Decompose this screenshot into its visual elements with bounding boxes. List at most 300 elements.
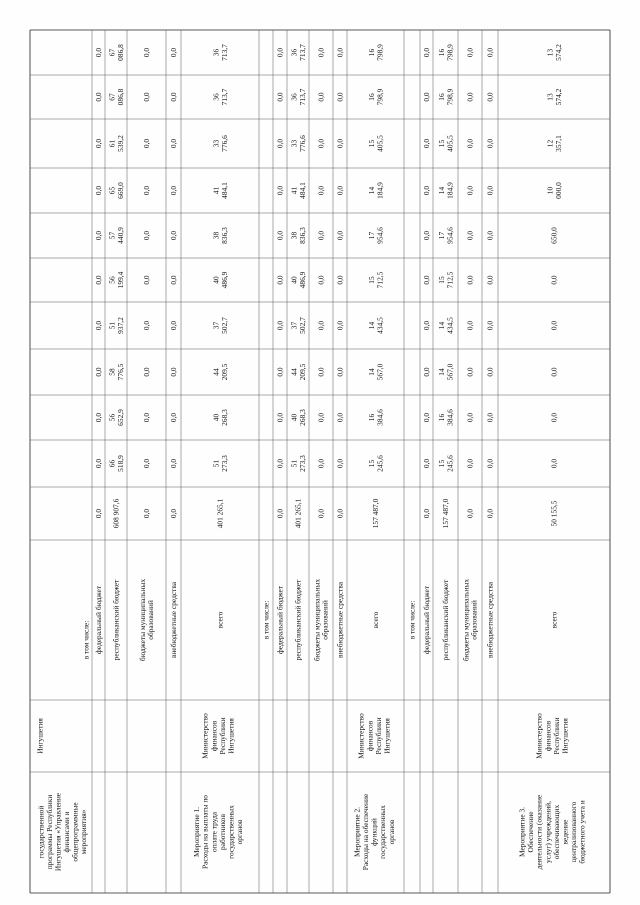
- year-2-value-m2_total: [367, 409, 384, 426]
- measure-3-executor-line: Республики: [551, 717, 561, 755]
- year-6-value-m1_ext: [336, 231, 345, 241]
- year-8-value-m2_total-line: 405,5: [375, 135, 385, 152]
- year-2-value-m1_total-line: 40: [211, 413, 221, 422]
- year-6-value-m1_fed-line: 0,0: [275, 230, 285, 241]
- year-6-value-m1_rep: [289, 227, 306, 244]
- year-5-value-m1_total: [211, 271, 228, 288]
- year-2-value-m2_ext: [486, 413, 495, 423]
- year-5-value-m2_fed: [422, 275, 431, 285]
- measure-2-name-line: Мероприятие 2.: [352, 806, 362, 858]
- year-8-value-m2_rep-line: 405,5: [445, 135, 455, 152]
- measure-1-executor-line: Министерство: [200, 713, 210, 759]
- year-6-value-m2_fed: [422, 231, 431, 241]
- year-10-value-m3_total-line: 574,2: [553, 44, 563, 61]
- year-2-value-m2_fed-line: 0,0: [422, 412, 432, 423]
- year-3-value-m2_ext-line: 0,0: [485, 367, 495, 377]
- year-7-value-prog_rep-line: 65: [107, 186, 117, 195]
- year-7-value-m2_rep-line: 14: [436, 186, 446, 195]
- year-3-value-prog_mun: [142, 367, 151, 377]
- year-4-value-prog_mun-line: 0,0: [142, 320, 152, 331]
- year-3-value-m3_total-line: 0,0: [549, 367, 559, 377]
- year-3-value-m2_ext: [486, 367, 495, 377]
- year-1-value-m1_rep-line: 273,3: [297, 455, 307, 472]
- year-8-value-m1_rep: [289, 135, 306, 152]
- year-5-value-prog_fed: [94, 275, 103, 285]
- measure-2-executor-line: Министерство: [356, 713, 366, 759]
- year-7-value-m2_ext-line: 0,0: [485, 185, 495, 196]
- year-4-value-m1_ext-line: 0,0: [335, 320, 345, 331]
- total-value-prog_mun: [142, 509, 151, 519]
- year-4-value-m1_fed: [276, 321, 285, 331]
- programme-header-text-line: Ингушетия «Управление: [53, 792, 63, 872]
- total-value-m3_total-line: 50 155,5: [549, 500, 559, 527]
- year-9-value-m1_rep-line: 713,7: [297, 88, 307, 106]
- measure-1-executor-line: Республики: [217, 717, 227, 755]
- year-5-value-m2_ext-line: 0,0: [485, 275, 495, 285]
- year-9-value-m2_fed: [422, 92, 431, 102]
- year-5-value-m2_mun-line: 0,0: [465, 275, 475, 285]
- year-6-value-prog_mun-line: 0,0: [142, 230, 152, 241]
- year-4-value-m2_rep: [437, 317, 454, 334]
- year-1-value-m2_total-line: 245,6: [375, 455, 385, 472]
- year-4-value-prog_rep: [107, 317, 124, 334]
- year-7-value-m1_ext: [336, 186, 345, 196]
- year-7-value-m1_fed: [276, 186, 285, 196]
- year-9-value-m1_fed-line: 0,0: [275, 92, 285, 102]
- year-2-value-m2_mun: [466, 413, 475, 423]
- source-label-prog_fed: [94, 585, 103, 654]
- year-4-value-m1_total-line: 37: [211, 321, 221, 330]
- year-2-value-m1_ext-line: 0,0: [335, 412, 345, 423]
- year-5-value-m1_ext: [336, 275, 345, 285]
- year-7-value-prog_mun: [142, 186, 151, 196]
- executor-header-text: [36, 718, 45, 754]
- year-7-value-prog_ext-line: 0,0: [169, 185, 179, 196]
- year-1-value-m3_total-line: 0,0: [549, 458, 559, 469]
- total-value-m1_fed: [276, 509, 285, 519]
- year-6-value-m2_ext: [486, 231, 495, 241]
- year-6-value-prog_fed-line: 0,0: [94, 230, 104, 241]
- year-2-value-m2_total-line: 384,6: [375, 409, 385, 426]
- total-value-m2_ext-line: 0,0: [485, 508, 495, 519]
- year-4-value-m2_total: [367, 317, 384, 334]
- year-9-value-m2_rep: [437, 88, 454, 105]
- year-7-value-m2_fed: [422, 186, 431, 196]
- programme-header-text-line: мероприятия»: [78, 809, 88, 855]
- year-2-value-prog_fed: [94, 413, 103, 423]
- year-6-value-prog_ext-line: 0,0: [169, 230, 179, 241]
- year-4-value-prog_fed-line: 0,0: [94, 320, 104, 331]
- year-7-value-m1_total: [211, 182, 228, 199]
- year-7-value-m3_total-line: 000,0: [553, 182, 563, 199]
- year-3-value-m1_total-line: 44: [211, 368, 221, 376]
- year-6-value-m2_mun: [466, 231, 475, 241]
- source-label-m2_mun-line: образований: [469, 600, 479, 640]
- year-4-value-m1_rep: [289, 317, 306, 334]
- year-3-value-prog_fed-line: 0,0: [94, 367, 104, 377]
- year-1-value-prog_rep-line: 66: [107, 459, 117, 468]
- source-label-m1_mun: [313, 579, 330, 661]
- year-10-value-m1_rep-line: 36: [289, 48, 299, 57]
- source-label-m1_fed-line: федеральный бюджет: [275, 585, 285, 655]
- source-label-prog_mun-line: образований: [146, 600, 156, 640]
- executor-header-text-line: Ингушетия: [35, 718, 45, 754]
- year-1-value-prog_rep: [107, 455, 124, 472]
- year-1-value-m2_ext-line: 0,0: [485, 458, 495, 469]
- year-4-value-m3_total-line: 0,0: [549, 320, 559, 331]
- year-5-value-m1_fed: [276, 275, 285, 285]
- year-3-value-m2_mun: [466, 367, 475, 377]
- year-3-value-m1_mun-line: 0,0: [316, 367, 326, 377]
- year-1-value-m3_total: [550, 459, 559, 469]
- year-7-value-m1_fed-line: 0,0: [275, 185, 285, 196]
- year-10-value-prog_fed-line: 0,0: [94, 47, 104, 58]
- year-1-value-prog_fed-line: 0,0: [94, 458, 104, 469]
- source-label-m2_rep-line: республиканский бюджет: [441, 579, 451, 661]
- year-9-value-m1_mun-line: 0,0: [316, 92, 326, 102]
- measure-1-executor-line: Ингушетия: [226, 718, 236, 754]
- total-value-prog_fed: [94, 509, 103, 519]
- total-value-m1_mun-line: 0,0: [316, 508, 326, 519]
- year-2-value-prog_rep: [107, 409, 124, 426]
- year-7-value-m2_mun-line: 0,0: [465, 185, 475, 196]
- year-1-value-m2_rep: [437, 455, 454, 472]
- year-5-value-m2_ext: [486, 275, 495, 285]
- source-label-prog_mun: [138, 579, 155, 661]
- year-9-value-prog_rep-line: 086,8: [115, 88, 125, 106]
- year-8-value-m1_fed-line: 0,0: [275, 138, 285, 149]
- year-2-value-m2_fed: [422, 413, 431, 423]
- year-3-value-prog_rep-line: 776,5: [115, 363, 125, 381]
- total-value-m1_ext-line: 0,0: [335, 508, 345, 519]
- year-5-value-m3_total: [550, 275, 559, 285]
- year-10-value-prog_rep-line: 086,8: [115, 44, 125, 61]
- year-2-value-m1_total-line: 268,3: [219, 409, 229, 426]
- year-8-value-prog_ext: [169, 139, 178, 149]
- year-8-value-m2_total: [367, 135, 384, 152]
- year-7-value-m2_rep-line: 184,9: [445, 182, 455, 199]
- year-1-value-prog_ext: [169, 459, 178, 469]
- total-value-m1_rep-line: 401 265,1: [293, 498, 303, 529]
- year-3-value-prog_ext: [169, 367, 178, 377]
- total-value-m2_mun-line: 0,0: [465, 508, 475, 519]
- year-6-value-m1_total-line: 38: [211, 231, 221, 240]
- year-5-value-prog_fed-line: 0,0: [94, 275, 104, 285]
- year-4-value-m1_total: [211, 317, 228, 334]
- year-9-value-m2_rep-line: 798,9: [445, 88, 455, 106]
- total-value-m1_mun: [317, 509, 326, 519]
- year-8-value-m3_total: [545, 135, 562, 152]
- source-label-m2_incl-line: в том числе:: [407, 600, 417, 640]
- source-label-m2_total: [371, 611, 380, 628]
- year-10-value-m1_ext: [336, 48, 345, 58]
- year-2-value-prog_mun: [142, 413, 151, 423]
- total-value-prog_rep-line: 608 907,6: [111, 498, 121, 529]
- year-4-value-m2_ext: [486, 321, 495, 331]
- source-label-m2_fed: [422, 585, 431, 654]
- year-8-value-m3_total-line: 12: [545, 139, 555, 148]
- source-label-m2_incl: [408, 601, 417, 640]
- measure-3-name: [518, 794, 587, 869]
- year-6-value-prog_ext: [169, 231, 178, 241]
- year-3-value-m2_total: [367, 363, 384, 380]
- year-7-value-m1_rep: [289, 182, 306, 199]
- source-label-prog_rep-line: республиканский бюджет: [111, 579, 121, 661]
- measure-1-name-line: работников: [217, 814, 227, 850]
- year-3-value-m1_total: [211, 363, 228, 380]
- year-3-value-m2_total-line: 14: [366, 368, 376, 376]
- year-7-value-m1_rep-line: 41: [289, 186, 299, 195]
- measure-2-executor-line: финансов: [365, 720, 375, 752]
- year-4-value-m1_rep-line: 37: [289, 321, 299, 330]
- measure-3-name-line: ведение: [560, 819, 570, 845]
- total-value-prog_rep: [112, 498, 121, 528]
- year-8-value-m1_total: [211, 135, 228, 152]
- year-4-value-m2_total-line: 14: [366, 321, 376, 330]
- year-10-value-m3_total-line: 13: [545, 48, 555, 57]
- total-value-prog_ext: [169, 509, 178, 519]
- total-value-m3_total: [550, 500, 559, 526]
- total-value-prog_fed-line: 0,0: [94, 508, 104, 519]
- year-9-value-m3_total-line: 574,2: [553, 88, 563, 106]
- year-10-value-m2_total-line: 798,9: [375, 44, 385, 61]
- year-8-value-m1_total-line: 776,6: [219, 135, 229, 152]
- year-5-value-m2_total-line: 15: [366, 276, 376, 284]
- year-8-value-m2_mun-line: 0,0: [465, 138, 475, 149]
- year-10-value-m2_rep: [437, 44, 454, 61]
- source-label-m2_mun: [462, 579, 479, 661]
- year-6-value-m2_fed-line: 0,0: [422, 230, 432, 241]
- measure-3-name-line: Мероприятие 3.: [517, 806, 527, 858]
- year-3-value-m2_fed-line: 0,0: [422, 367, 432, 377]
- year-9-value-m1_total: [211, 88, 228, 105]
- year-10-value-m1_mun: [317, 48, 326, 58]
- year-10-value-m1_mun-line: 0,0: [316, 47, 326, 58]
- year-6-value-prog_rep-line: 57: [107, 231, 117, 240]
- year-2-value-m2_rep-line: 16: [436, 413, 446, 422]
- year-1-value-m2_total: [367, 455, 384, 472]
- year-2-value-m1_total: [211, 409, 228, 426]
- year-5-value-prog_mun-line: 0,0: [142, 275, 152, 285]
- year-9-value-m1_total-line: 713,7: [219, 88, 229, 106]
- year-3-value-prog_rep-line: 58: [107, 368, 117, 376]
- year-10-value-prog_mun-line: 0,0: [142, 47, 152, 58]
- total-value-m2_ext: [486, 509, 495, 519]
- year-3-value-m1_mun: [317, 367, 326, 377]
- measure-1-name-line: Расходы на выплаты по: [200, 794, 210, 870]
- source-label-prog_mun-line: бюджеты муниципальных: [138, 578, 147, 662]
- year-5-value-m2_rep: [437, 271, 454, 288]
- year-6-value-m1_mun: [317, 231, 326, 241]
- year-10-value-prog_ext-line: 0,0: [169, 47, 179, 58]
- source-label-m1_rep: [294, 579, 303, 661]
- year-2-value-m1_fed: [276, 413, 285, 423]
- year-7-value-m2_total: [367, 182, 384, 199]
- year-4-value-prog_fed: [94, 321, 103, 331]
- source-label-prog_fed-line: федеральный бюджет: [94, 585, 104, 655]
- source-label-prog_ext: [169, 581, 178, 658]
- year-8-value-prog_rep-line: 539,2: [115, 135, 125, 152]
- total-value-m1_total: [216, 498, 225, 528]
- year-10-value-m2_fed: [422, 48, 431, 58]
- year-10-value-m2_rep-line: 16: [436, 48, 446, 57]
- year-4-value-m1_mun-line: 0,0: [316, 320, 326, 331]
- source-label-m2_rep: [441, 579, 450, 661]
- year-6-value-m3_total-line: 650,0: [549, 227, 559, 244]
- year-2-value-prog_fed-line: 0,0: [94, 412, 104, 423]
- year-9-value-m1_rep: [289, 88, 306, 105]
- year-8-value-m2_fed-line: 0,0: [422, 138, 432, 149]
- year-1-value-prog_ext-line: 0,0: [169, 458, 179, 469]
- year-2-value-m1_mun-line: 0,0: [316, 412, 326, 423]
- source-label-m1_total-line: всего: [215, 611, 225, 629]
- year-4-value-m2_total-line: 434,5: [375, 317, 385, 334]
- measure-2-executor: [357, 713, 392, 759]
- year-6-value-m2_total-line: 954,6: [375, 227, 385, 244]
- source-label-m1_incl: [262, 601, 271, 640]
- year-3-value-m1_rep-line: 44: [289, 368, 299, 376]
- year-9-value-m2_mun-line: 0,0: [465, 92, 475, 102]
- total-value-m2_rep-line: 157 487,0: [441, 498, 451, 529]
- year-2-value-prog_mun-line: 0,0: [142, 412, 152, 423]
- year-9-value-m1_total-line: 36: [211, 93, 221, 101]
- year-9-value-m2_ext-line: 0,0: [485, 92, 495, 102]
- year-4-value-m2_mun: [466, 321, 475, 331]
- source-label-prog_hdr-line: в том числе:: [81, 620, 91, 660]
- year-9-value-m2_mun: [466, 92, 475, 102]
- total-value-m1_ext: [336, 509, 345, 519]
- year-3-value-m1_ext: [336, 367, 345, 377]
- year-1-value-m1_rep: [289, 455, 306, 472]
- year-1-value-m2_mun-line: 0,0: [465, 458, 475, 469]
- year-5-value-m3_total-line: 0,0: [549, 275, 559, 285]
- year-1-value-m2_ext: [486, 459, 495, 469]
- year-1-value-prog_mun-line: 0,0: [142, 458, 152, 469]
- year-1-value-m2_total-line: 15: [366, 459, 376, 468]
- total-value-m2_mun: [466, 509, 475, 519]
- year-2-value-m2_ext-line: 0,0: [485, 412, 495, 423]
- year-7-value-m2_total-line: 184,9: [375, 182, 385, 199]
- year-6-value-m2_mun-line: 0,0: [465, 230, 475, 241]
- year-9-value-m2_total-line: 16: [366, 93, 376, 101]
- total-value-prog_mun-line: 0,0: [142, 508, 152, 519]
- year-6-value-m1_mun-line: 0,0: [316, 230, 326, 241]
- year-8-value-prog_rep-line: 61: [107, 139, 117, 148]
- year-10-value-m1_total-line: 713,7: [219, 44, 229, 61]
- source-label-m3_total-line: всего: [549, 611, 559, 629]
- measure-3-name-line: деятельности (оказание: [534, 794, 544, 870]
- year-3-value-m2_mun-line: 0,0: [465, 367, 475, 377]
- measure-3-executor-line: Ингушетия: [560, 718, 570, 754]
- year-8-value-m1_mun-line: 0,0: [316, 138, 326, 149]
- year-6-value-prog_fed: [94, 231, 103, 241]
- year-3-value-m1_fed: [276, 367, 285, 377]
- year-6-value-m2_total-line: 17: [366, 231, 376, 240]
- programme-header-text-line: финансами и: [61, 811, 71, 853]
- year-1-value-m1_total-line: 51: [211, 459, 221, 468]
- source-label-m2_ext: [486, 581, 495, 658]
- year-2-value-m1_rep: [289, 409, 306, 426]
- year-6-value-m2_rep: [437, 227, 454, 244]
- year-8-value-m2_fed: [422, 139, 431, 149]
- year-10-value-prog_ext: [169, 48, 178, 58]
- programme-header-text-line: программы Республики: [44, 794, 54, 870]
- year-9-value-m2_fed-line: 0,0: [422, 92, 432, 102]
- year-5-value-m1_rep: [289, 271, 306, 288]
- year-9-value-m1_mun: [317, 92, 326, 102]
- year-8-value-m1_ext: [336, 139, 345, 149]
- year-3-value-m2_rep-line: 567,0: [445, 363, 455, 381]
- year-7-value-prog_rep-line: 669,0: [115, 182, 125, 199]
- year-9-value-m2_rep-line: 16: [436, 93, 446, 101]
- year-2-value-prog_ext-line: 0,0: [169, 412, 179, 423]
- year-1-value-prog_mun: [142, 459, 151, 469]
- year-1-value-m2_rep-line: 15: [436, 459, 446, 468]
- year-5-value-m2_mun: [466, 275, 475, 285]
- year-8-value-prog_ext-line: 0,0: [169, 138, 179, 149]
- measure-3-name-line: обеспечивающих: [551, 804, 561, 860]
- year-8-value-m1_rep-line: 33: [289, 139, 299, 148]
- year-10-value-m2_ext: [486, 48, 495, 58]
- year-6-value-prog_rep-line: 440,9: [115, 227, 125, 244]
- year-9-value-prog_rep-line: 67: [107, 93, 117, 101]
- year-1-value-m1_total: [211, 455, 228, 472]
- year-1-value-m1_mun: [317, 459, 326, 469]
- source-label-m1_ext: [336, 581, 345, 658]
- year-10-value-m2_total-line: 16: [366, 48, 376, 57]
- year-2-value-prog_rep-line: 56: [107, 413, 117, 422]
- year-6-value-prog_mun: [142, 231, 151, 241]
- measure-1-executor: [201, 713, 236, 759]
- measure-3-name-line: централизованного: [569, 801, 579, 863]
- year-4-value-m1_rep-line: 502,7: [297, 317, 307, 334]
- source-label-m3_total: [550, 611, 559, 628]
- year-3-value-m1_total-line: 209,5: [219, 363, 229, 381]
- source-label-m1_fed: [276, 585, 285, 654]
- year-2-value-m2_rep: [437, 409, 454, 426]
- year-5-value-m2_total: [367, 271, 384, 288]
- year-4-value-m2_mun-line: 0,0: [465, 320, 475, 331]
- year-1-value-m2_rep-line: 245,6: [445, 455, 455, 472]
- year-7-value-m2_rep: [437, 182, 454, 199]
- measure-2-executor-line: Республики: [373, 717, 383, 755]
- year-1-value-prog_rep-line: 518,9: [115, 455, 125, 472]
- year-7-value-prog_ext: [169, 186, 178, 196]
- year-3-value-m2_rep-line: 14: [436, 368, 446, 376]
- year-2-value-prog_rep-line: 652,9: [115, 409, 125, 426]
- year-6-value-m2_rep-line: 17: [436, 231, 446, 240]
- year-4-value-m3_total: [550, 321, 559, 331]
- year-4-value-m1_ext: [336, 321, 345, 331]
- year-9-value-prog_ext: [169, 92, 178, 102]
- year-5-value-prog_mun: [142, 275, 151, 285]
- source-label-prog_hdr: [82, 621, 91, 660]
- total-value-m2_fed: [422, 509, 431, 519]
- year-3-value-m2_fed: [422, 367, 431, 377]
- year-6-value-m1_rep-line: 38: [289, 231, 299, 240]
- measure-1-name-line: Мероприятие 1.: [192, 806, 202, 858]
- year-3-value-prog_mun-line: 0,0: [142, 367, 152, 377]
- year-3-value-m3_total: [550, 367, 559, 377]
- programme-header-text: [36, 792, 88, 871]
- year-5-value-prog_rep-line: 56: [107, 276, 117, 284]
- year-7-value-m2_fed-line: 0,0: [422, 185, 432, 196]
- year-2-value-m3_total-line: 0,0: [549, 412, 559, 423]
- year-2-value-m1_fed-line: 0,0: [275, 412, 285, 423]
- year-6-value-m1_rep-line: 836,3: [297, 227, 307, 244]
- year-6-value-m2_ext-line: 0,0: [485, 230, 495, 241]
- year-8-value-prog_fed-line: 0,0: [94, 138, 104, 149]
